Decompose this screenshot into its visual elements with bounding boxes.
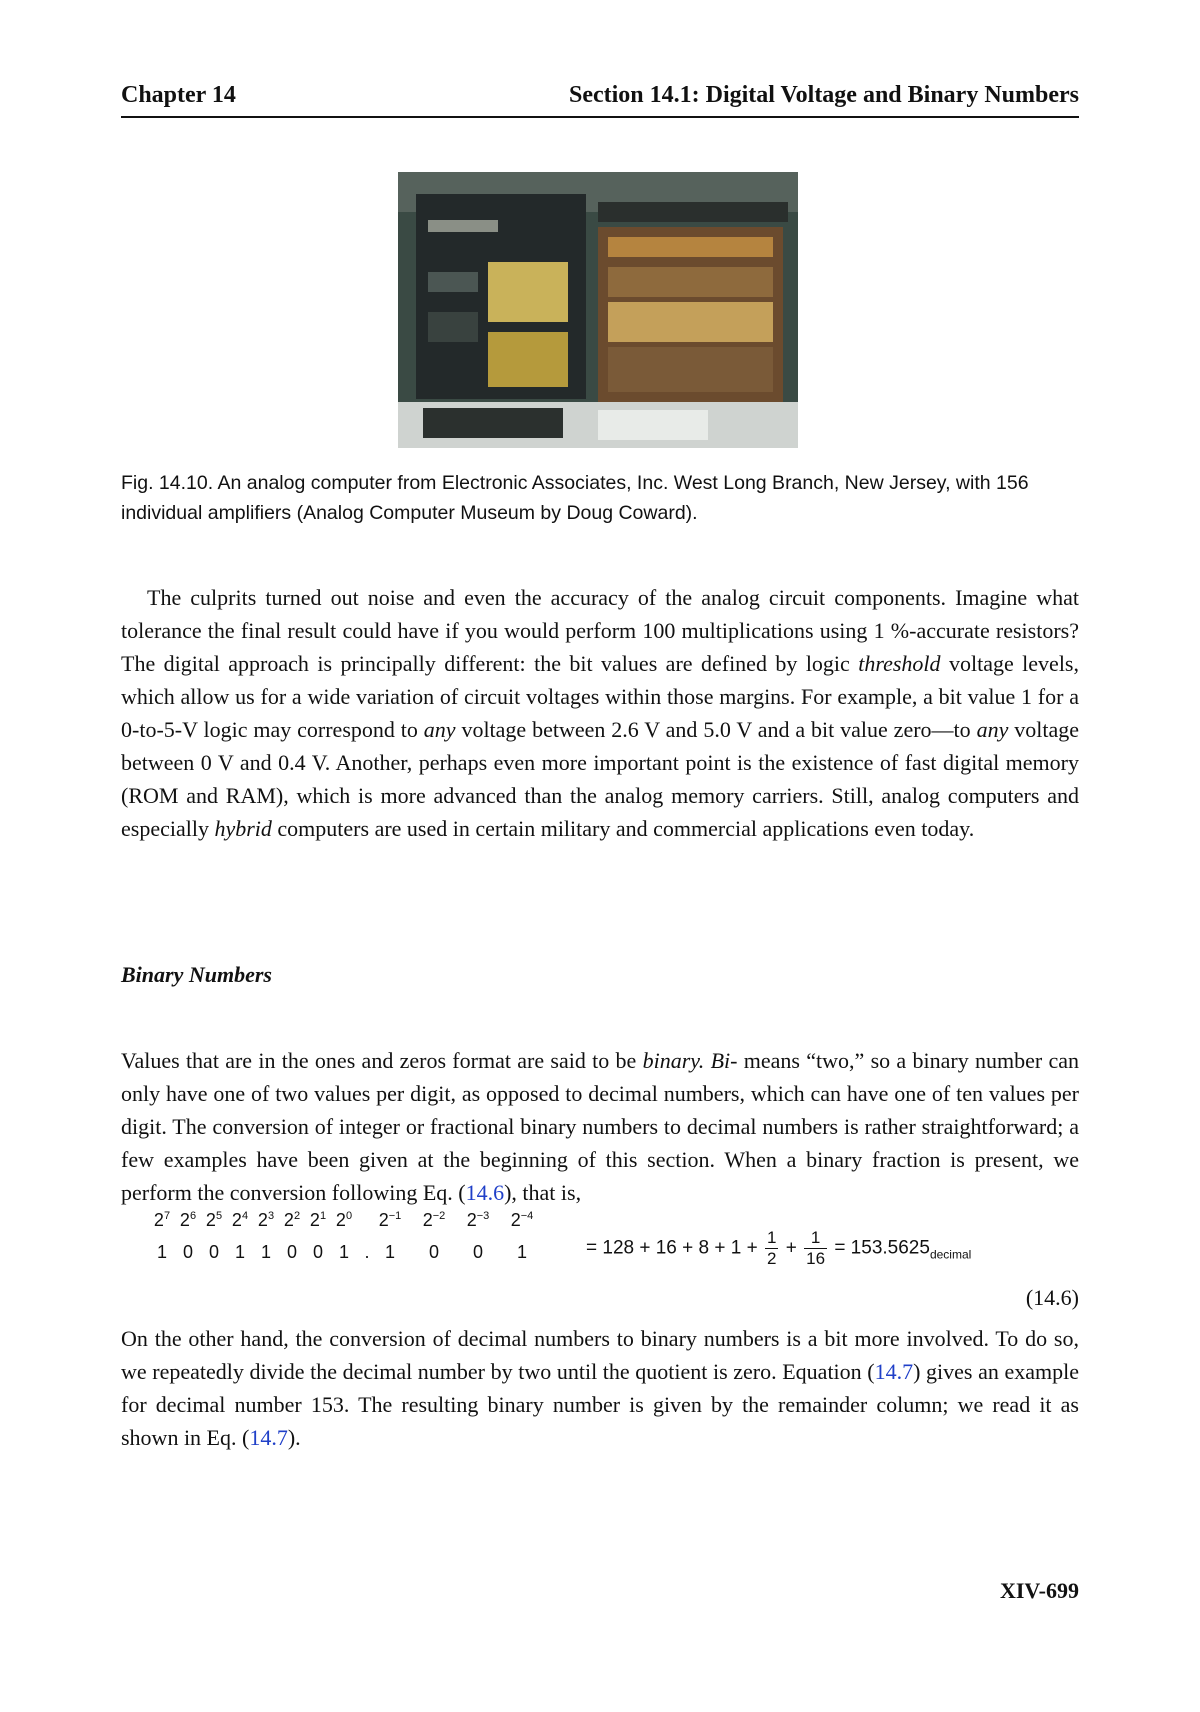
subheading-binary-numbers: Binary Numbers (121, 962, 272, 987)
binary-digit: 1 (260, 1242, 271, 1262)
equation-number: (14.6) (1025, 1285, 1079, 1310)
binary-digit: 0 (286, 1242, 297, 1262)
power-of-two: $2^{-4}$ (510, 1210, 534, 1230)
power-of-two: $2^6$ (179, 1210, 197, 1230)
page-number: XIV-699 (999, 1578, 1079, 1603)
binary-digit: 0 (182, 1242, 193, 1262)
equation-rhs: = 128 + 16 + 8 + 1 + $\frac{1}{2}$ + $\frac{1}{16}$ = $153.5625_{decimal}$ (586, 1228, 972, 1268)
figure-caption: Fig. 14.10. An analog computer from Electronic Associates, Inc. West Long Branch, New Jersey, with 156 individual amplifiers (Analog Computer Museum by Doug Coward). (121, 472, 1029, 524)
section-title: Section 14.1: Digital Voltage and Binary Numbers (568, 82, 1079, 108)
fraction-one-half: $\frac{1}{2}$ (766, 1228, 777, 1268)
fraction-one-sixteenth: $\frac{1}{16}$ (806, 1228, 826, 1268)
binary-digit: 0 (472, 1242, 483, 1262)
power-of-two: $2^{-2}$ (422, 1210, 446, 1230)
equation-14-6 (121, 1210, 1079, 1310)
power-of-two: $2^{-3}$ (466, 1210, 490, 1230)
binary-digit: 0 (312, 1242, 323, 1262)
power-of-two: $2^3$ (257, 1210, 275, 1230)
chapter-label: Chapter 14 (121, 82, 236, 108)
binary-digit: 1 (338, 1242, 349, 1262)
power-of-two: $2^{-1}$ (378, 1210, 402, 1230)
paragraph-binary-intro: Values that are in the ones and zeros format are said to be binary. Bi- means “two,” so a binary number can only have one of two values per digit, as opposed to decimal numbers, which can have one of ten values per digit. The conversion of integer or fractional binary numbers to decimal numbers is rather straightforward; a few examples have been given at the beginning of this section. When a binary fraction is present, we perform the conversion following Eq. (14.6), that is, (121, 1048, 1080, 1205)
equation-link-14-7-first[interactable]: 14.7 (874, 1359, 914, 1384)
paragraph-decimal-to-binary: On the other hand, the conversion of decimal numbers to binary numbers is a bit more involved. To do so, we repeatedly divide the decimal number by two until the quotient is zero. Equation (14.7) gives an example for decimal number 153. The resulting binary number is given by the remainder column; we read it as shown in Eq. (14.7). (121, 1326, 1079, 1450)
running-header (121, 80, 1079, 118)
power-of-two: $2^1$ (309, 1210, 327, 1230)
binary-digit: 0 (208, 1242, 219, 1262)
binary-digit: 1 (156, 1242, 167, 1262)
power-of-two: $2^2$ (283, 1210, 301, 1230)
power-of-two: $2^4$ (231, 1210, 249, 1230)
power-of-two: $2^5$ (205, 1210, 223, 1230)
binary-point: . (364, 1242, 370, 1262)
power-of-two: $2^7$ (153, 1210, 171, 1230)
binary-digit: 1 (516, 1242, 527, 1262)
binary-digit: 1 (234, 1242, 245, 1262)
paragraph-analog-vs-digital: The culprits turned out noise and even the accuracy of the analog circuit components. Imagine what tolerance the final result could have if you would perform 100 multiplications using 1 %-accurate resistors? The digital approach is principally different: the bit values are defined by logic threshold voltage levels, which allow us for a wide variation of circuit voltages within those margins. For example, a bit value 1 for a 0-to-5-V logic may correspond to any voltage between 2.6 V and 5.0 V and a bit value zero—to any voltage between 0 V and 0.4 V. Another, perhaps even more important point is the existence of fast digital memory (ROM and RAM), which is more advanced than the analog memory carriers. Still, analog computers and especially hybrid computers are used in certain military and commercial applications even today. (121, 585, 1079, 841)
binary-digit: 0 (428, 1242, 439, 1262)
analog-computer-photo (398, 172, 798, 448)
equation-link-14-7-second[interactable]: 14.7 (249, 1425, 288, 1450)
equation-link-14-6[interactable]: 14.6 (465, 1180, 505, 1205)
binary-digit: 1 (384, 1242, 395, 1262)
power-of-two: $2^0$ (335, 1210, 353, 1230)
